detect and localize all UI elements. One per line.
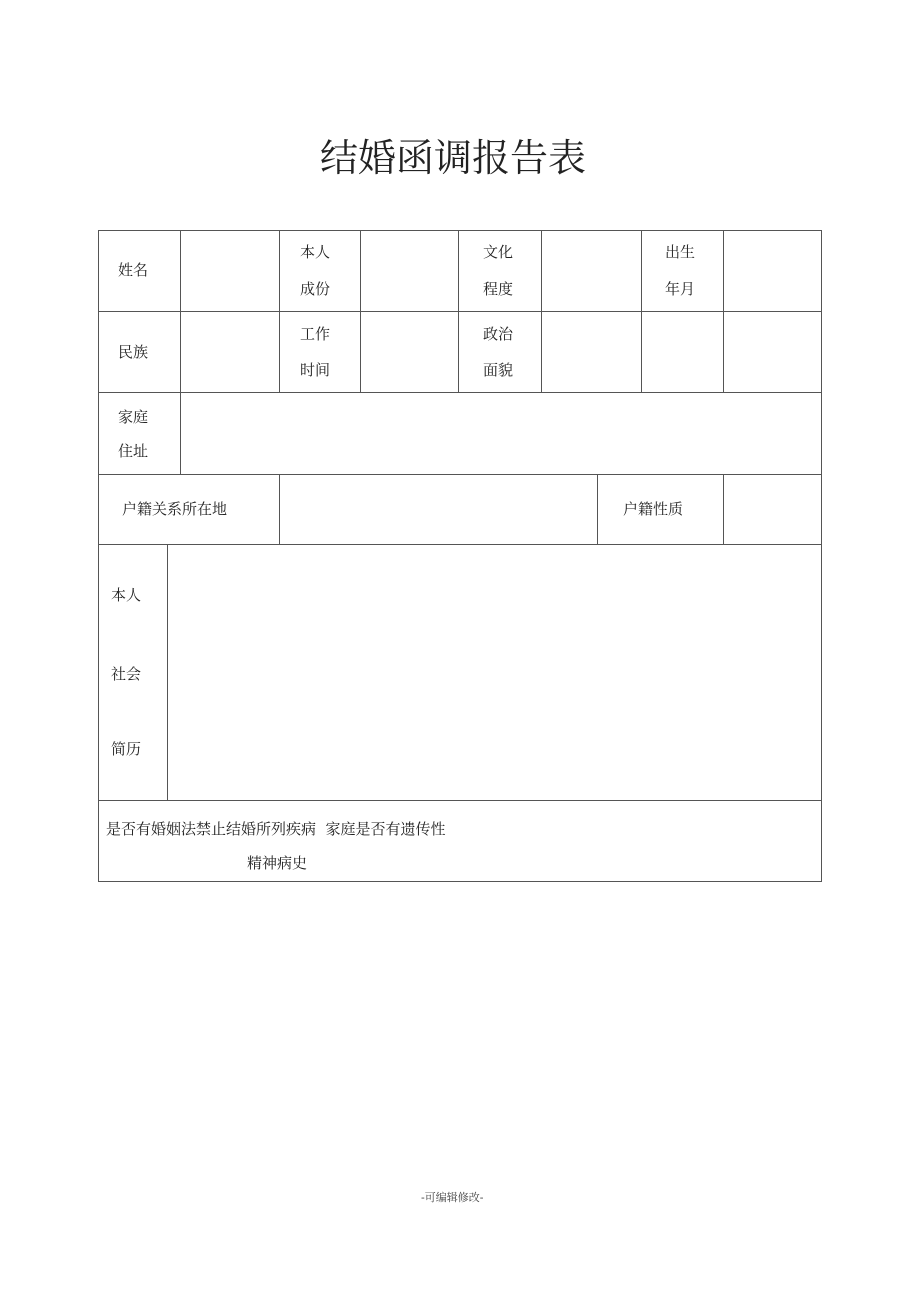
class-origin-field[interactable] [361, 231, 458, 311]
label-address-2: 住址 [118, 442, 149, 460]
label-political-1: 政治 [483, 325, 514, 343]
table-border-line [98, 230, 99, 882]
label-resume-2: 社会 [111, 665, 142, 683]
address-field[interactable] [181, 393, 821, 474]
table-border-line [597, 474, 598, 544]
label-education-2: 程度 [483, 280, 514, 298]
resume-field[interactable] [168, 545, 821, 800]
extra-field[interactable] [642, 312, 821, 392]
label-work-time-2: 时间 [300, 361, 331, 379]
footer-note: -可编辑修改- [421, 1191, 484, 1204]
label-ethnicity: 民族 [118, 343, 149, 361]
label-class-origin-1: 本人 [300, 243, 331, 261]
label-disease-question: 是否有婚姻法禁止结婚所列疾病 家庭是否有遗传性 [106, 820, 446, 838]
label-household-location: 户籍关系所在地 [122, 500, 228, 518]
label-education-1: 文化 [483, 243, 514, 261]
ethnicity-field[interactable] [181, 312, 279, 392]
work-time-field[interactable] [361, 312, 458, 392]
label-birth-1: 出生 [665, 243, 696, 261]
label-name: 姓名 [118, 261, 149, 279]
table-border-line [279, 230, 280, 392]
label-class-origin-2: 成份 [300, 280, 331, 298]
label-resume-3: 简历 [111, 740, 142, 758]
table-border-line [98, 881, 822, 882]
label-birth-2: 年月 [665, 280, 696, 298]
label-household-type: 户籍性质 [623, 500, 684, 518]
name-field[interactable] [181, 231, 279, 311]
political-field[interactable] [542, 312, 641, 392]
label-resume-1: 本人 [111, 586, 142, 604]
label-work-time-1: 工作 [300, 325, 331, 343]
label-political-2: 面貌 [483, 361, 514, 379]
table-border-line [98, 800, 822, 801]
birth-field[interactable] [724, 231, 821, 311]
table-border-line [821, 230, 822, 882]
label-disease-question-2: 精神病史 [247, 854, 308, 872]
education-field[interactable] [542, 231, 641, 311]
label-address-1: 家庭 [118, 408, 149, 426]
household-location-field[interactable] [280, 475, 597, 544]
page-title: 结婚函调报告表 [320, 136, 587, 180]
table-border-line [458, 230, 459, 392]
household-type-field[interactable] [724, 475, 821, 544]
